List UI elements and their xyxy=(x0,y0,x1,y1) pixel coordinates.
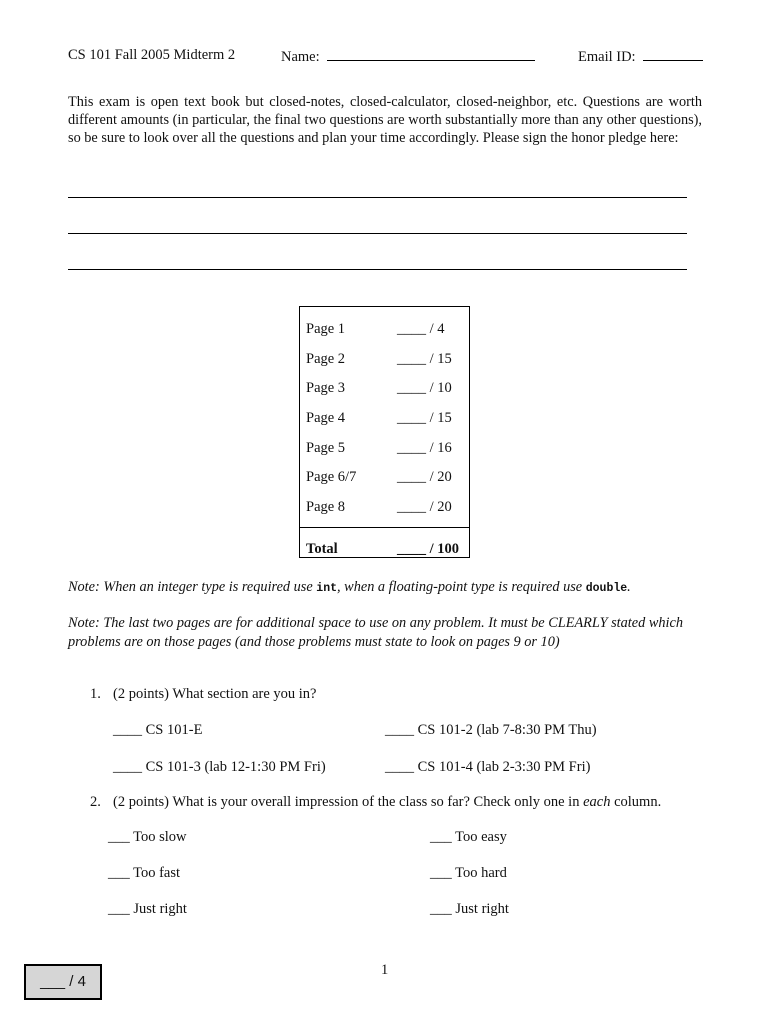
score-row-label: Page 4 xyxy=(306,410,346,426)
note-types xyxy=(68,578,702,599)
score-row-label: Page 3 xyxy=(306,380,346,396)
note-extra-pages: Note: The last two pages are for additional space to use on any problem. It must be CLEARLY stated which problems are on those pages (and those problems must state to look on pages 9 or 10) xyxy=(68,615,683,650)
score-row-value[interactable]: ____ / 20 xyxy=(397,499,452,515)
score-row-label: Page 6/7 xyxy=(306,469,357,485)
total-value[interactable]: ____ / 100 xyxy=(397,541,460,557)
q1-option[interactable]: ____ CS 101-E xyxy=(113,722,203,738)
q1-option[interactable]: ____ CS 101-3 (lab 12-1:30 PM Fri) xyxy=(113,759,326,775)
q1-text: (2 points) What section are you in? xyxy=(113,686,317,702)
q2-option[interactable]: ___ Too hard xyxy=(430,865,507,881)
q2-option[interactable]: ___ Too slow xyxy=(108,829,187,845)
note-types-text-3: . xyxy=(627,579,631,595)
email-blank[interactable] xyxy=(643,46,703,61)
score-row-value[interactable]: ____ / 20 xyxy=(397,469,452,485)
score-row-value[interactable]: ____ / 4 xyxy=(397,321,445,337)
q2-option[interactable]: ___ Too fast xyxy=(108,865,181,881)
score-row xyxy=(306,440,469,458)
page-number: 1 xyxy=(381,962,389,978)
email-field[interactable] xyxy=(578,46,703,66)
q2-text xyxy=(113,793,661,811)
score-row xyxy=(306,469,469,487)
score-row-value[interactable]: ____ / 10 xyxy=(397,380,452,396)
score-row xyxy=(306,321,469,339)
score-row-value[interactable]: ____ / 15 xyxy=(397,410,452,426)
q1-number: 1. xyxy=(90,686,101,702)
code-int: int xyxy=(316,582,338,595)
q2-option[interactable]: ___ Too easy xyxy=(430,829,507,845)
q1-option[interactable]: ____ CS 101-4 (lab 2-3:30 PM Fri) xyxy=(385,759,591,775)
pledge-line-3[interactable] xyxy=(68,269,687,270)
score-row xyxy=(306,351,469,369)
note-types-text-2: , when a floating-point type is required use xyxy=(337,579,586,595)
score-row-value[interactable]: ____ / 16 xyxy=(397,440,452,456)
score-row xyxy=(306,410,469,428)
total-label: Total xyxy=(306,541,338,557)
q2-option[interactable]: ___ Just right xyxy=(430,901,509,917)
score-row xyxy=(306,499,469,517)
total-row xyxy=(306,541,469,559)
email-label: Email ID: xyxy=(578,49,636,65)
pledge-line-2[interactable] xyxy=(68,233,687,234)
q2-option[interactable]: ___ Just right xyxy=(108,901,187,917)
q2-text-emphasis: each xyxy=(583,794,611,810)
score-row xyxy=(306,380,469,398)
name-blank[interactable] xyxy=(327,46,535,61)
score-row-label: Page 5 xyxy=(306,440,346,456)
code-double: double xyxy=(585,582,628,595)
q2-text-end: column. xyxy=(610,794,662,810)
name-label: Name: xyxy=(281,49,320,65)
page-score-box[interactable]: ___ / 4 xyxy=(24,964,102,1000)
note-types-text-1: Note: When an integer type is required use xyxy=(68,579,317,595)
course-title: CS 101 Fall 2005 Midterm 2 xyxy=(68,47,236,63)
score-row-label: Page 2 xyxy=(306,351,346,367)
name-field[interactable] xyxy=(281,46,535,66)
score-row-label: Page 1 xyxy=(306,321,346,337)
pledge-line-1[interactable] xyxy=(68,197,687,198)
q2-number: 2. xyxy=(90,794,101,810)
score-table xyxy=(299,306,470,558)
q2-text-start: (2 points) What is your overall impression of the class so far? Check only one in xyxy=(113,794,584,810)
score-row-value[interactable]: ____ / 15 xyxy=(397,351,452,367)
total-divider xyxy=(300,527,469,528)
instructions: This exam is open text book but closed-notes, closed-calculator, closed-neighbor, etc. Questions are worth different amounts (in particular, the final two questions are worth substantially more than any other questions), so be sure to look over all the questions and plan your time accordingly. Please sign the honor pledge here: xyxy=(68,94,702,147)
score-row-label: Page 8 xyxy=(306,499,346,515)
q1-option[interactable]: ____ CS 101-2 (lab 7-8:30 PM Thu) xyxy=(385,722,597,738)
